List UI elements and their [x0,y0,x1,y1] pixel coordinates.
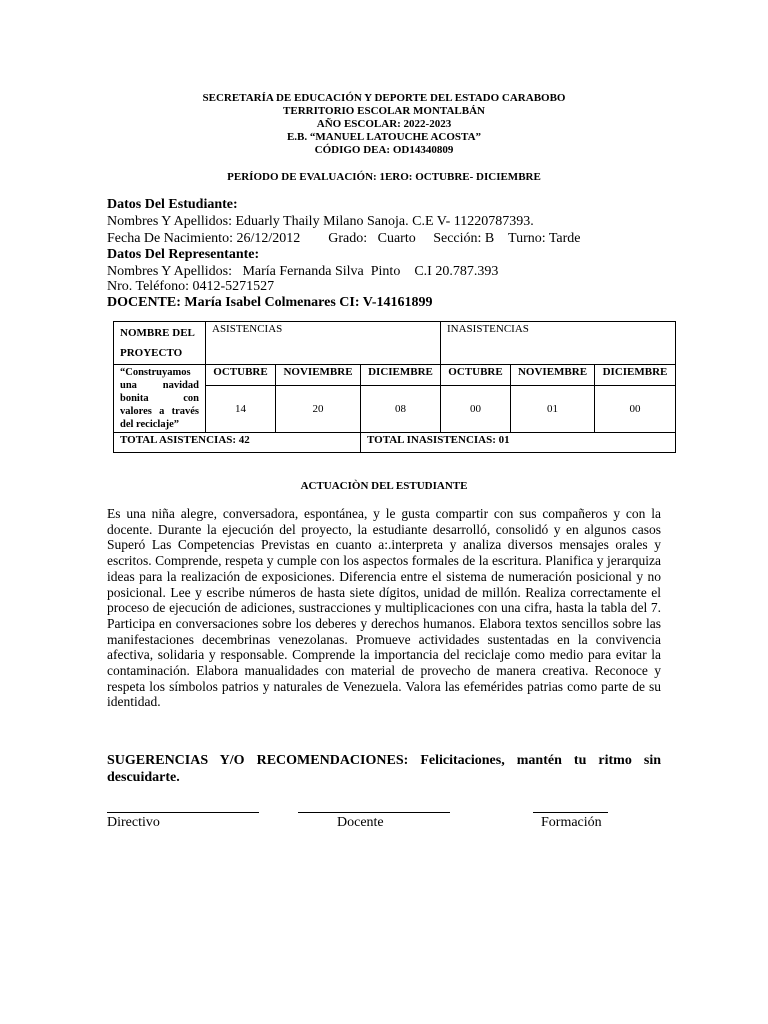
attendance-table [113,321,676,453]
value-cell: 01 [511,385,595,432]
formacion-signature-line [533,802,608,813]
header-dea-code: CÓDIGO DEA: OD14340809 [314,144,454,156]
header-school-name: E.B. “MANUEL LATOUCHE ACOSTA” [286,131,482,143]
header-secretaria: SECRETARÍA DE EDUCACIÓN Y DEPORTE DEL ESTADO CARABOBO [202,92,566,104]
student-birth-grade: Fecha De Nacimiento: 26/12/2012 Grado: Cuarto Sección: B Turno: Tarde [107,231,581,246]
teacher-line: DOCENTE: María Isabel Colmenares CI: V-14161899 [107,295,433,310]
actuacion-title: ACTUACIÒN DEL ESTUDIANTE [300,480,468,492]
evaluation-period: PERÍODO DE EVALUACIÓN: 1ERO: OCTUBRE- DICIEMBRE [227,171,541,183]
document-header [0,92,768,157]
project-name-cell: “Construyamos una navidad bonita con valores a través del reciclaje” [114,365,206,433]
value-cell: 14 [206,385,276,432]
actuacion-paragraph: Es una niña alegre, conversadora, espontánea, y le gusta compartir con sus compañeros y con la docente. Durante la ejecución del proyecto, la estudiante desarrolló, consolidó y en algunos casos Superó Las Competencias Previstas en cuanto a:.interpreta y analiza diversos mensajes orales y escritos. Comprende, respeta y cumple con los aspectos formales de la escritura. Planifica y jerarquiza ideas para la realización de exposiciones. Diferencia entre el sistema de numeración posicional y no posicional. Lee y escribe números de hasta siete dígitos, unidad de millón. Realiza correctamente el proceso de ejecución de adiciones, sustracciones y multiplicaciones con una cifra, hasta la tabla del 7. Participa en conversaciones sobre los deberes y derechos humanos. Elabora textos sencillos sobre las manifestaciones decembrinas venezolanas. Promueve actividades sustentadas en la convivencia afectiva, solidaria y responsable. Comprende la importancia del reciclaje como medio para evitar la contaminación. Elabora manualidades con material de provecho de manera creativa. Reconoce y respeta los símbolos patrios y naturales de Venezuela. Valora las efemérides patrias como parte de su identidad. [107,506,661,710]
total-absence-cell: TOTAL INASISTENCIAS: 01 [361,433,676,453]
header-school-year: AÑO ESCOLAR: 2022-2023 [316,118,452,130]
value-cell: 08 [361,385,441,432]
months-row [114,365,676,386]
directivo-label: Directivo [107,815,160,830]
attendance-header-cell: ASISTENCIAS [206,322,441,365]
value-cell: 00 [595,385,676,432]
total-attendance-cell: TOTAL ASISTENCIAS: 42 [114,433,361,453]
month-cell: DICIEMBRE [361,365,441,386]
representative-names: Nombres Y Apellidos: María Fernanda Silva Pinto C.I 20.787.393 [107,264,499,279]
month-cell: OCTUBRE [441,365,511,386]
month-cell: OCTUBRE [206,365,276,386]
month-cell: DICIEMBRE [595,365,676,386]
student-section-title: Datos Del Estudiante: [107,197,238,212]
value-cell: 20 [276,385,361,432]
table-header-row [114,322,676,365]
absence-header-cell: INASISTENCIAS [441,322,676,365]
totals-row [114,433,676,453]
directivo-signature-line [107,802,259,813]
representative-phone: Nro. Teléfono: 0412-5271527 [107,279,275,294]
month-cell: NOVIEMBRE [276,365,361,386]
month-cell: NOVIEMBRE [511,365,595,386]
project-header-cell: NOMBRE DEL PROYECTO [114,322,206,365]
suggestions-text: SUGERENCIAS Y/O RECOMENDACIONES: Felicitaciones, mantén tu ritmo sin descuidarte. [107,753,661,785]
docente-signature-line [298,802,450,813]
value-cell: 00 [441,385,511,432]
docente-label: Docente [337,815,384,830]
formacion-label: Formación [541,815,602,830]
header-territorio: TERRITORIO ESCOLAR MONTALBÁN [283,105,485,117]
representative-section-title: Datos Del Representante: [107,247,260,262]
student-names: Nombres Y Apellidos: Eduarly Thaily Milano Sanoja. C.E V- 11220787393. [107,214,534,229]
